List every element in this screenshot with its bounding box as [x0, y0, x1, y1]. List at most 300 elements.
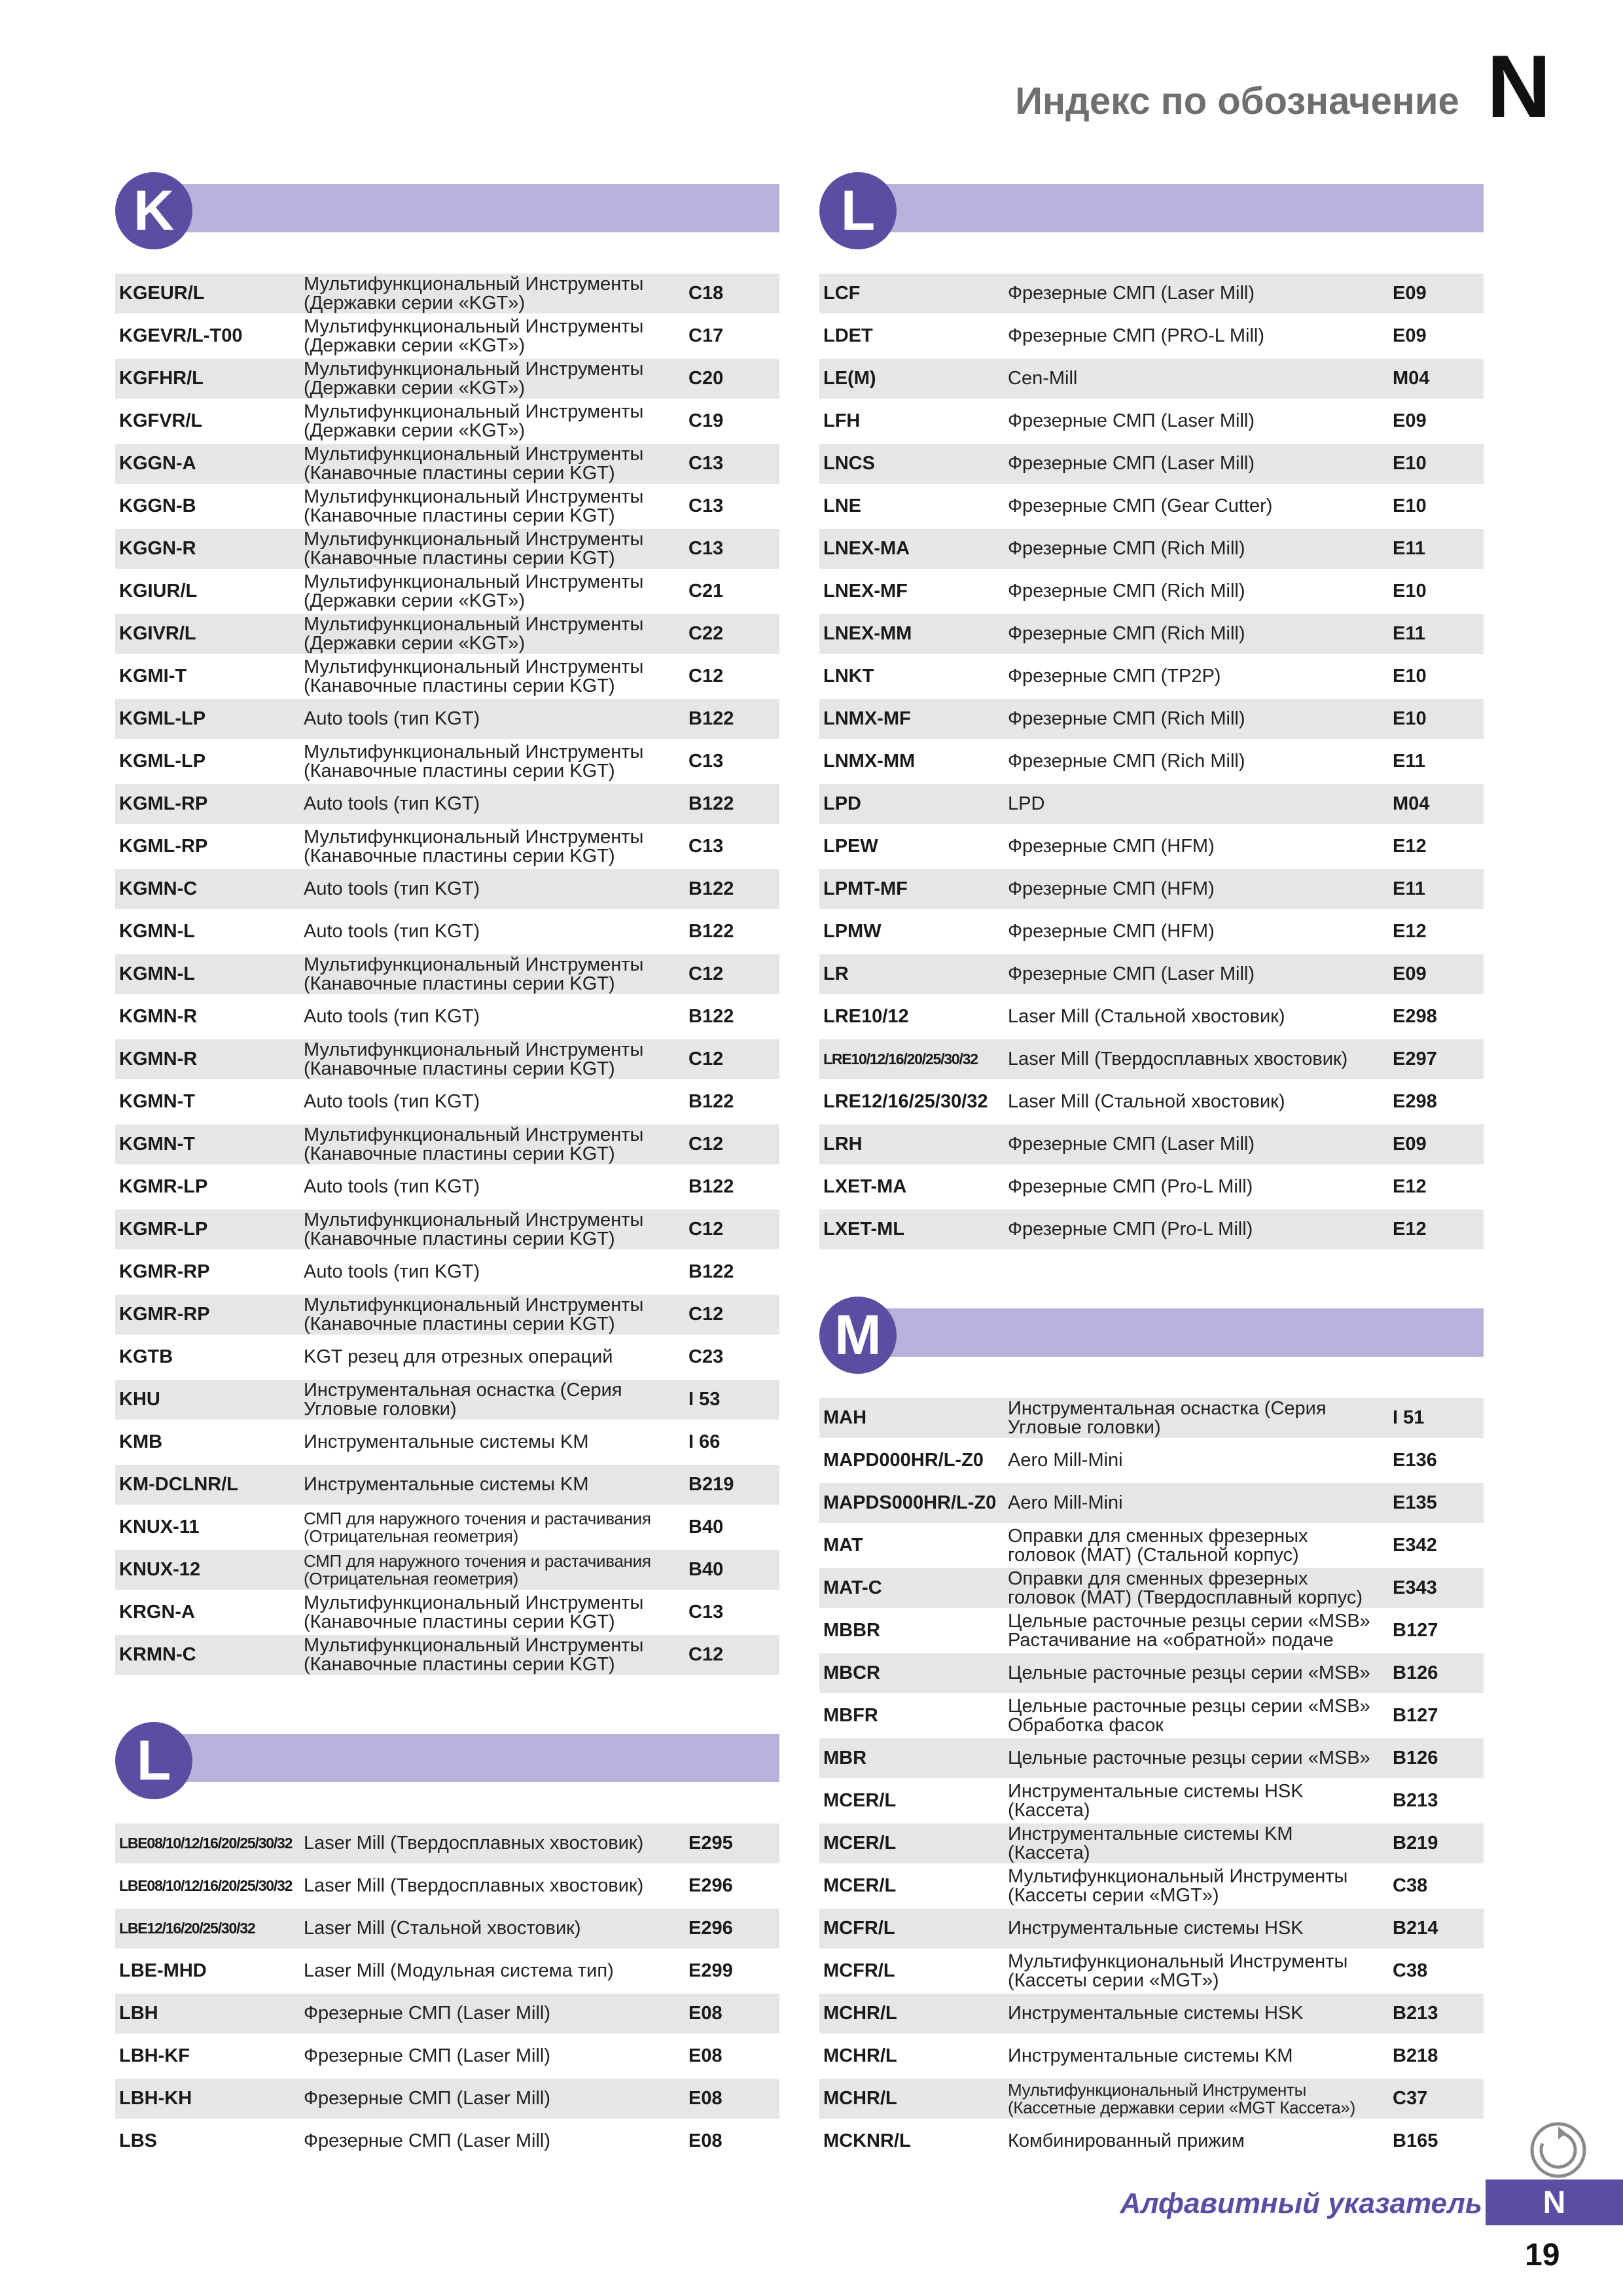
table-row: [115, 486, 779, 529]
product-description: Фрезерные СМП (Rich Mill): [1008, 538, 1245, 559]
table-row: [819, 869, 1484, 912]
product-description: Мультифункциональный Инструменты (Кассеты серии «MGT»): [1008, 1950, 1348, 1991]
section-bar: [141, 184, 779, 232]
table-row: [819, 1994, 1484, 2036]
table-row: [819, 742, 1484, 784]
page-reference[interactable]: E10: [1393, 581, 1427, 601]
table-row: [115, 827, 779, 869]
designation-code: MCER/L: [823, 1790, 897, 1811]
product-description: Инструментальные системы HSK (Кассета): [1008, 1780, 1304, 1821]
designation-code: LRE10/12: [823, 1006, 909, 1027]
designation-code: KGEVR/L-T00: [119, 325, 243, 346]
table-row: [115, 571, 779, 614]
page-reference[interactable]: C12: [688, 1219, 724, 1240]
page-reference[interactable]: E295: [688, 1833, 733, 1854]
product-description: Мультифункциональный Инструменты (Державки серии «KGT»): [304, 315, 644, 356]
table-row: [819, 1653, 1484, 1696]
product-description: Фрезерные СМП (TP2P): [1008, 666, 1221, 687]
product-description: Auto tools (тип KGT): [304, 793, 480, 814]
designation-code: LNMX-MM: [823, 751, 916, 772]
page-reference[interactable]: E12: [1393, 836, 1427, 857]
product-description: Цельные расточные резцы серии «MSB» Обработка фасок: [1008, 1695, 1370, 1736]
designation-code: KGTB: [119, 1346, 173, 1367]
page-reference[interactable]: C12: [688, 963, 724, 984]
product-description: Фрезерные СМП (Rich Mill): [1008, 751, 1245, 772]
table-row: [819, 359, 1484, 401]
page-reference[interactable]: E298: [1393, 1091, 1437, 1112]
designation-code: KGGN-A: [119, 453, 196, 474]
designation-code: KRMN-C: [119, 1644, 196, 1665]
page-reference[interactable]: C38: [1393, 1875, 1428, 1896]
table-row: [115, 1866, 779, 1909]
refresh-arrow-icon[interactable]: [1522, 2111, 1594, 2183]
page-reference[interactable]: E10: [1393, 666, 1427, 687]
page-reference[interactable]: E342: [1393, 1535, 1437, 1556]
index-table: [819, 1398, 1484, 2164]
table-row: [819, 486, 1484, 529]
product-description: Фрезерные СМП (HFM): [1008, 921, 1215, 942]
product-description: Мультифункциональный Инструменты (Канавочные пластины серии KGT): [304, 1294, 644, 1335]
table-row: [115, 1550, 779, 1592]
designation-code: KGMN-L: [119, 921, 195, 942]
page-reference[interactable]: B122: [688, 1176, 734, 1197]
page-reference[interactable]: C13: [688, 453, 724, 474]
table-row: [115, 699, 779, 742]
page-reference[interactable]: C12: [688, 1304, 724, 1325]
table-row: [115, 1337, 779, 1380]
page-reference[interactable]: E10: [1393, 453, 1427, 474]
page-reference[interactable]: C38: [1393, 1960, 1428, 1981]
page-reference[interactable]: E09: [1393, 325, 1427, 346]
product-description: Фрезерные СМП (Laser Mill): [304, 2045, 551, 2066]
table-row: [819, 1210, 1484, 1252]
table-row: [819, 1611, 1484, 1653]
index-table: [819, 274, 1484, 1252]
product-description: Auto tools (тип KGT): [304, 1006, 480, 1027]
designation-code: LNEX-MA: [823, 538, 910, 559]
product-description: Laser Mill (Твердосплавных хвостовик): [304, 1833, 644, 1854]
page-reference[interactable]: C12: [688, 1644, 724, 1665]
product-description: Aero Mill-Mini: [1008, 1492, 1123, 1513]
page-reference[interactable]: E136: [1393, 1450, 1437, 1471]
designation-code: KGMI-T: [119, 666, 187, 687]
page-number: 19: [1525, 2238, 1560, 2272]
product-description: Инструментальные системы KM (Кассета): [1008, 1823, 1293, 1863]
product-description: Мультифункциональный Инструменты (Державки серии «KGT»): [304, 273, 644, 314]
designation-code: LDET: [823, 325, 873, 346]
designation-code: MCFR/L: [823, 1918, 895, 1939]
product-description: Инструментальные системы KM: [1008, 2045, 1293, 2066]
table-row: [819, 529, 1484, 571]
page-reference[interactable]: E296: [688, 1918, 733, 1939]
table-row: [115, 1295, 779, 1337]
designation-code: KGML-RP: [119, 793, 208, 814]
product-description: Мультифункциональный Инструменты (Кассетные державки серии «MGT Кассета»): [1008, 2079, 1355, 2117]
table-row: [819, 1526, 1484, 1568]
page-reference[interactable]: C18: [688, 283, 724, 304]
section-bar: [846, 1308, 1484, 1357]
product-description: Мультифункциональный Инструменты (Канавочные пластины серии KGT): [304, 486, 644, 526]
product-description: Фрезерные СМП (Pro-L Mill): [1008, 1176, 1253, 1197]
designation-code: LR: [823, 963, 849, 984]
page-reference[interactable]: E12: [1393, 1219, 1427, 1240]
table-row: [115, 742, 779, 784]
section-letter-badge: L: [115, 1722, 192, 1799]
page-reference[interactable]: C37: [1393, 2088, 1428, 2109]
page-reference[interactable]: E09: [1393, 410, 1427, 431]
page-reference[interactable]: I 53: [688, 1389, 721, 1410]
table-row: [819, 1738, 1484, 1781]
table-row: [115, 954, 779, 997]
section-letter-badge: M: [819, 1297, 897, 1374]
table-row: [819, 1039, 1484, 1082]
product-description: Auto tools (тип KGT): [304, 921, 480, 942]
page-reference[interactable]: E11: [1393, 538, 1425, 559]
table-row: [819, 1951, 1484, 1994]
product-description: Мультифункциональный Инструменты (Державки серии «KGT»): [304, 613, 644, 654]
product-description: Оправки для сменных фрезерных головок (MAT) (Стальной корпус): [1008, 1525, 1308, 1566]
product-description: Фрезерные СМП (Laser Mill): [1008, 283, 1255, 304]
table-row: [115, 656, 779, 699]
designation-code: LFH: [823, 410, 861, 431]
table-row: [115, 1082, 779, 1124]
page-reference[interactable]: E12: [1393, 1176, 1427, 1197]
page-reference[interactable]: E10: [1393, 495, 1427, 516]
page-reference[interactable]: B122: [688, 1091, 734, 1112]
product-description: LPD: [1008, 793, 1045, 814]
table-row: [819, 401, 1484, 444]
index-table: [115, 1823, 779, 2164]
designation-code: LPD: [823, 793, 861, 814]
page-reference[interactable]: I 66: [688, 1431, 721, 1452]
product-description: Фрезерные СМП (HFM): [1008, 836, 1215, 857]
designation-code: MAPD000HR/L-Z0: [823, 1450, 984, 1471]
page-reference[interactable]: B219: [688, 1474, 734, 1495]
page-reference[interactable]: C12: [688, 1134, 724, 1155]
table-row: [819, 1483, 1484, 1526]
designation-code: MAT: [823, 1535, 863, 1556]
designation-code: KGMN-T: [119, 1134, 195, 1155]
product-description: Фрезерные СМП (Laser Mill): [1008, 1134, 1255, 1155]
product-description: Инструментальные системы HSK: [1008, 2003, 1304, 2024]
designation-code: KGMN-C: [119, 878, 198, 899]
product-description: Фрезерные СМП (PRO-L Mill): [1008, 325, 1265, 346]
designation-code: LPEW: [823, 836, 878, 857]
designation-code: KGGN-R: [119, 538, 196, 559]
designation-code: LBH: [119, 2003, 158, 2024]
table-row: [819, 571, 1484, 614]
page-reference[interactable]: C13: [688, 1602, 724, 1623]
designation-code: LNMX-MF: [823, 708, 911, 729]
product-description: Мультифункциональный Инструменты (Державки серии «KGT»): [304, 358, 644, 399]
designation-code: MAH: [823, 1407, 867, 1428]
page-reference[interactable]: E08: [688, 2088, 722, 2109]
page-reference[interactable]: C13: [688, 751, 724, 772]
table-row: [819, 316, 1484, 359]
footer-label: Алфавитный указатель: [1120, 2187, 1482, 2219]
page-reference[interactable]: I 51: [1393, 1407, 1425, 1428]
product-description: Мультифункциональный Инструменты (Канавочные пластины серии KGT): [304, 1209, 644, 1249]
section-header: [819, 1297, 1484, 1378]
designation-code: KGFVR/L: [119, 410, 203, 431]
index-letter: N: [1486, 37, 1551, 136]
table-row: [115, 997, 779, 1039]
product-description: Auto tools (тип KGT): [304, 708, 480, 729]
designation-code: KMB: [119, 1431, 163, 1452]
product-description: Фрезерные СМП (Gear Cutter): [1008, 495, 1273, 516]
page-reference[interactable]: M04: [1393, 368, 1430, 389]
designation-code: KNUX-11: [119, 1516, 200, 1537]
designation-code: LBS: [119, 2130, 157, 2151]
product-description: Мультифункциональный Инструменты (Державки серии «KGT»): [304, 571, 644, 611]
designation-code: KGML-LP: [119, 708, 206, 729]
product-description: Фрезерные СМП (Laser Mill): [1008, 453, 1255, 474]
table-row: [115, 1210, 779, 1252]
product-description: Фрезерные СМП (Rich Mill): [1008, 708, 1245, 729]
table-row: [115, 1167, 779, 1210]
product-description: Инструментальная оснастка (Серия Угловые головки): [304, 1379, 622, 1420]
page-reference[interactable]: B126: [1393, 1748, 1438, 1768]
page-reference[interactable]: B126: [1393, 1662, 1438, 1683]
product-description: Мультифункциональный Инструменты (Канавочные пластины серии KGT): [304, 656, 644, 696]
product-description: Фрезерные СМП (Laser Mill): [1008, 963, 1255, 984]
designation-code: MAT-C: [823, 1577, 882, 1598]
index-table: [115, 274, 779, 1677]
product-description: KGT резец для отрезных операций: [304, 1346, 613, 1367]
designation-code: KNUX-12: [119, 1559, 201, 1580]
page-reference[interactable]: E08: [688, 2045, 722, 2066]
page-reference[interactable]: C22: [688, 623, 724, 644]
page-reference[interactable]: E296: [688, 1875, 733, 1896]
product-description: Laser Mill (Стальной хвостовик): [1008, 1091, 1285, 1112]
page-reference[interactable]: E11: [1393, 878, 1425, 899]
table-row: [115, 1039, 779, 1082]
product-description: Фрезерные СМП (Laser Mill): [304, 2003, 551, 2024]
product-description: Инструментальные системы KM: [304, 1474, 589, 1495]
page-reference[interactable]: B122: [688, 1006, 734, 1027]
page-reference[interactable]: B127: [1393, 1620, 1438, 1641]
right-column: [819, 172, 1484, 2164]
designation-code: LNE: [823, 495, 861, 516]
designation-code: LXET-ML: [823, 1219, 905, 1240]
designation-code: MCHR/L: [823, 2003, 897, 2024]
designation-code: KGMR-LP: [119, 1219, 208, 1240]
designation-code: MAPDS000HR/L-Z0: [823, 1492, 997, 1513]
page-reference[interactable]: E299: [688, 1960, 733, 1981]
table-row: [115, 274, 779, 316]
page-reference[interactable]: C13: [688, 495, 724, 516]
designation-code: KGMR-RP: [119, 1261, 210, 1282]
page-reference[interactable]: B40: [688, 1516, 724, 1537]
designation-code: LNEX-MF: [823, 581, 908, 601]
page-reference[interactable]: C19: [688, 410, 724, 431]
product-description: Фрезерные СМП (Laser Mill): [304, 2088, 551, 2109]
table-row: [819, 997, 1484, 1039]
page-reference[interactable]: B40: [688, 1559, 724, 1580]
table-row: [819, 444, 1484, 486]
page-reference[interactable]: C17: [688, 325, 724, 346]
product-description: Мультифункциональный Инструменты (Канавочные пластины серии KGT): [304, 1592, 644, 1632]
page-reference[interactable]: E297: [1393, 1049, 1437, 1069]
designation-code: KRGN-A: [119, 1602, 195, 1623]
page-reference[interactable]: B165: [1393, 2130, 1438, 2151]
page-reference[interactable]: E09: [1393, 1134, 1427, 1155]
page-reference[interactable]: B219: [1393, 1833, 1438, 1854]
designation-code: LXET-MA: [823, 1176, 907, 1197]
page-reference[interactable]: B122: [688, 878, 734, 899]
table-row: [115, 401, 779, 444]
designation-code: LBE08/10/12/16/20/25/30/32: [119, 1877, 293, 1894]
product-description: Мультифункциональный Инструменты (Канавочные пластины серии KGT): [304, 528, 644, 569]
product-description: Мультифункциональный Инструменты (Канавочные пластины серии KGT): [304, 1634, 644, 1675]
page-reference[interactable]: C12: [688, 1049, 724, 1069]
page-reference[interactable]: E343: [1393, 1577, 1437, 1598]
table-row: [115, 2121, 779, 2164]
table-row: [115, 614, 779, 656]
product-description: Auto tools (тип KGT): [304, 1261, 480, 1282]
designation-code: LBH-KF: [119, 2045, 190, 2066]
designation-code: LBH-KH: [119, 2088, 192, 2109]
designation-code: MCFR/L: [823, 1960, 895, 1981]
page-reference[interactable]: B218: [1393, 2045, 1438, 2066]
table-row: [819, 1568, 1484, 1611]
product-description: Мультифункциональный Инструменты (Канавочные пластины серии KGT): [304, 443, 644, 484]
product-description: Laser Mill (Стальной хвостовик): [1008, 1006, 1285, 1027]
section-letter-badge: L: [819, 172, 897, 249]
designation-code: KGMN-R: [119, 1049, 198, 1069]
table-row: [115, 1465, 779, 1507]
page-reference[interactable]: E298: [1393, 1006, 1437, 1027]
page-reference[interactable]: E135: [1393, 1492, 1437, 1513]
table-row: [115, 784, 779, 827]
table-row: [115, 1252, 779, 1295]
product-description: Laser Mill (Твердосплавных хвостовик): [304, 1875, 644, 1896]
table-row: [819, 1082, 1484, 1124]
table-row: [819, 1866, 1484, 1909]
product-description: Auto tools (тип KGT): [304, 1176, 480, 1197]
page-reference[interactable]: C20: [688, 368, 724, 389]
page-reference[interactable]: C21: [688, 581, 724, 601]
designation-code: LRE12/16/25/30/32: [823, 1091, 988, 1112]
page-reference[interactable]: B213: [1393, 1790, 1438, 1811]
page-reference[interactable]: E09: [1393, 283, 1427, 304]
table-row: [819, 784, 1484, 827]
page-reference[interactable]: B122: [688, 1261, 734, 1282]
footer-tab[interactable]: N: [1486, 2179, 1623, 2225]
page-reference[interactable]: E12: [1393, 921, 1427, 942]
designation-code: MCHR/L: [823, 2045, 897, 2066]
designation-code: LCF: [823, 283, 861, 304]
product-description: Фрезерные СМП (Rich Mill): [1008, 623, 1245, 644]
table-row: [819, 274, 1484, 316]
table-row: [819, 1909, 1484, 1951]
product-description: Auto tools (тип KGT): [304, 878, 480, 899]
page-reference[interactable]: B122: [688, 793, 734, 814]
designation-code: MCER/L: [823, 1833, 897, 1854]
page-reference[interactable]: M04: [1393, 793, 1430, 814]
page-reference[interactable]: C13: [688, 836, 724, 857]
designation-code: KGIUR/L: [119, 581, 198, 601]
page-reference[interactable]: C23: [688, 1346, 724, 1367]
left-column: [115, 172, 779, 2164]
product-description: Мультифункциональный Инструменты (Канавочные пластины серии KGT): [304, 741, 644, 781]
table-row: [819, 827, 1484, 869]
product-description: Фрезерные СМП (HFM): [1008, 878, 1215, 899]
designation-code: MCER/L: [823, 1875, 897, 1896]
page-reference[interactable]: E08: [688, 2003, 722, 2024]
page-reference[interactable]: C12: [688, 666, 724, 687]
page-reference[interactable]: B122: [688, 921, 734, 942]
table-row: [115, 444, 779, 486]
section-header: [819, 172, 1484, 254]
product-description: Мультифункциональный Инструменты (Канавочные пластины серии KGT): [304, 954, 644, 994]
product-description: Фрезерные СМП (Laser Mill): [304, 2130, 551, 2151]
product-description: Мультифункциональный Инструменты (Державки серии «KGT»): [304, 401, 644, 441]
table-row: [115, 1592, 779, 1635]
table-row: [115, 359, 779, 401]
product-description: Цельные расточные резцы серии «MSB»: [1008, 1662, 1370, 1683]
designation-code: MBBR: [823, 1620, 880, 1641]
page-reference[interactable]: B214: [1393, 1918, 1438, 1939]
page-reference[interactable]: E11: [1393, 751, 1425, 772]
page-reference[interactable]: C13: [688, 538, 724, 559]
table-row: [819, 699, 1484, 742]
page-reference[interactable]: E10: [1393, 708, 1427, 729]
designation-code: MCHR/L: [823, 2088, 897, 2109]
designation-code: LPMW: [823, 921, 882, 942]
designation-code: KGMN-T: [119, 1091, 195, 1112]
designation-code: LBE12/16/20/25/30/32: [119, 1920, 255, 1937]
table-row: [115, 1823, 779, 1866]
designation-code: KM-DCLNR/L: [119, 1474, 239, 1495]
table-row: [819, 2079, 1484, 2121]
product-description: Фрезерные СМП (Pro-L Mill): [1008, 1219, 1253, 1240]
designation-code: MBFR: [823, 1705, 878, 1726]
product-description: Цельные расточные резцы серии «MSB»: [1008, 1748, 1370, 1768]
designation-code: LE(M): [823, 368, 876, 389]
table-row: [115, 1124, 779, 1167]
table-row: [819, 1124, 1484, 1167]
page-reference[interactable]: B122: [688, 708, 734, 729]
page-reference[interactable]: E09: [1393, 963, 1427, 984]
product-description: СМП для наружного точения и растачивания (Отрицательная геометрия): [304, 1508, 651, 1546]
product-description: Инструментальные системы KM: [304, 1431, 589, 1452]
page-reference[interactable]: B127: [1393, 1705, 1438, 1726]
designation-code: LBE-MHD: [119, 1960, 207, 1981]
designation-code: LNEX-MM: [823, 623, 912, 644]
product-description: СМП для наружного точения и растачивания (Отрицательная геометрия): [304, 1551, 651, 1588]
page-reference[interactable]: E08: [688, 2130, 722, 2151]
table-row: [115, 1635, 779, 1677]
product-description: Мультифункциональный Инструменты (Канавочные пластины серии KGT): [304, 826, 644, 867]
table-row: [115, 529, 779, 571]
table-row: [819, 912, 1484, 954]
section-letter-badge: K: [115, 172, 192, 249]
page-reference[interactable]: E11: [1393, 623, 1425, 644]
table-row: [819, 1823, 1484, 1866]
section-bar: [846, 184, 1484, 232]
page-reference[interactable]: B213: [1393, 2003, 1438, 2024]
table-row: [819, 656, 1484, 699]
designation-code: KHU: [119, 1389, 160, 1410]
table-row: [115, 912, 779, 954]
product-description: Фрезерные СМП (Rich Mill): [1008, 581, 1245, 601]
table-row: [819, 2121, 1484, 2164]
designation-code: LNCS: [823, 453, 875, 474]
designation-code: KGIVR/L: [119, 623, 196, 644]
designation-code: KGMR-RP: [119, 1304, 210, 1325]
designation-code: MBCR: [823, 1662, 880, 1683]
